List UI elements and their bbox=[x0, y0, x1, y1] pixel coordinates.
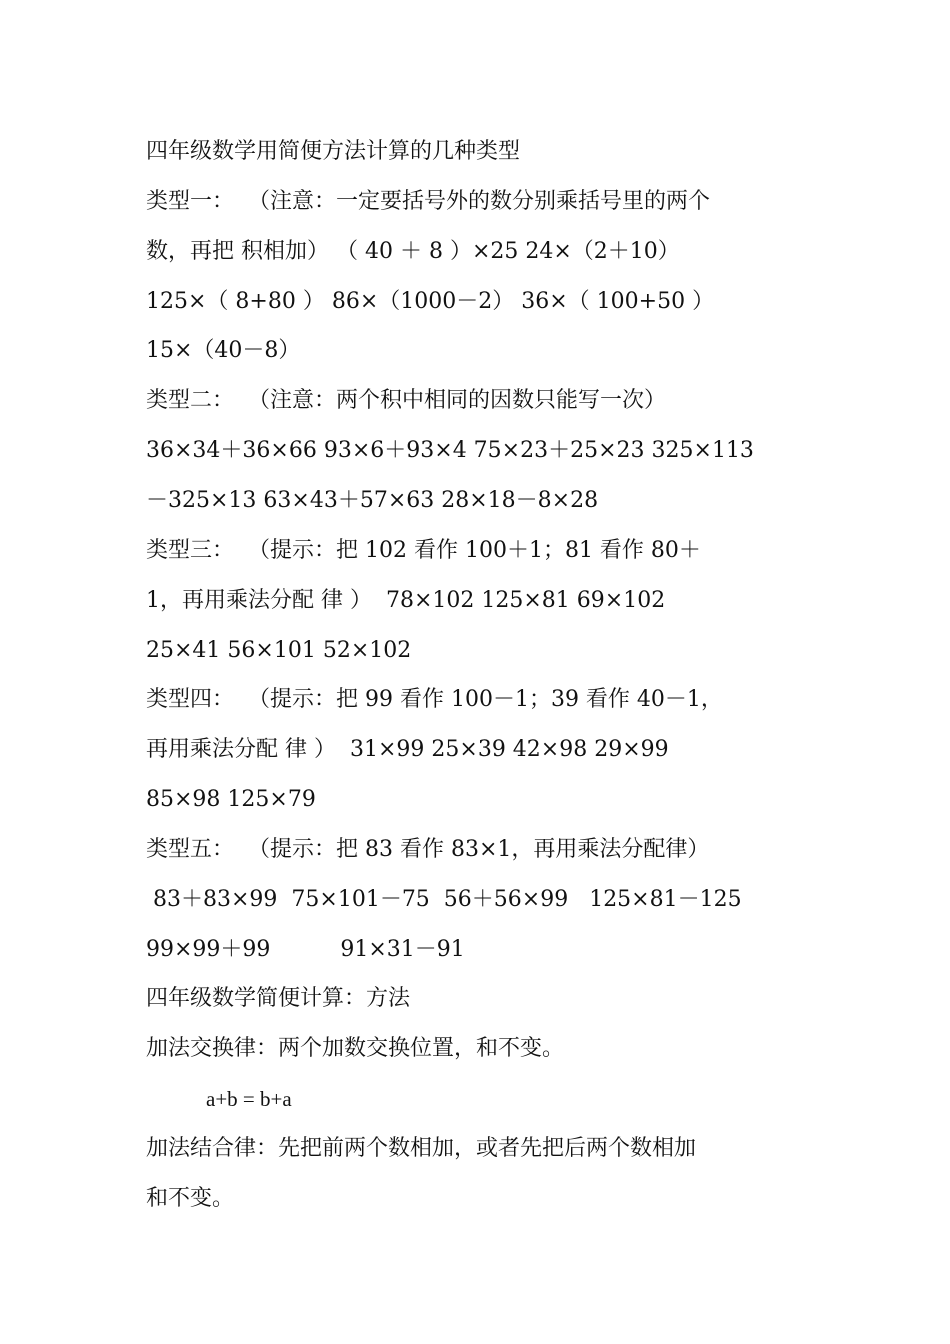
addition-associative-law-cont: 和不变。 bbox=[146, 1186, 235, 1211]
type-5-heading: 类型五： （提示：把 83 看作 83×1，再用乘法分配律） bbox=[146, 837, 710, 862]
type-4-exercises: 85×98 125×79 bbox=[146, 787, 316, 812]
type-2-exercises: 36×34＋36×66 93×6＋93×4 75×23＋25×23 325×113 bbox=[146, 438, 754, 463]
type-3-exercises: 25×41 56×101 52×102 bbox=[146, 638, 412, 663]
type-3-heading: 类型三： （提示：把 102 看作 100＋1；81 看作 80＋ bbox=[146, 538, 701, 563]
document-title: 四年级数学用简便方法计算的几种类型 bbox=[146, 139, 521, 164]
type-3-text: 1，再用乘法分配 律 ） 78×102 125×81 69×102 bbox=[146, 588, 666, 613]
type-1-exercises-cont: 15×（40－8） bbox=[146, 338, 301, 363]
type-2-heading: 类型二： （注意：两个积中相同的因数只能写一次） bbox=[146, 388, 666, 413]
type-4-heading: 类型四： （提示：把 99 看作 100－1；39 看作 40－1， bbox=[146, 687, 723, 712]
methods-heading: 四年级数学简便计算：方法 bbox=[146, 986, 411, 1011]
type-2-exercises-cont: －325×13 63×43＋57×63 28×18－8×28 bbox=[146, 488, 599, 513]
addition-commutative-formula: a+b = b+a bbox=[206, 1087, 292, 1111]
type-5-exercises: 83＋83×99 75×101－75 56＋56×99 125×81－125 bbox=[146, 887, 742, 912]
type-1-text: 数，再把 积相加） （ 40 ＋ 8 ）×25 24×（2＋10） bbox=[146, 239, 680, 264]
type-1-heading: 类型一： （注意：一定要括号外的数分别乘括号里的两个 bbox=[146, 189, 710, 214]
addition-associative-law: 加法结合律：先把前两个数相加，或者先把后两个数相加 bbox=[146, 1136, 697, 1161]
addition-commutative-law: 加法交换律：两个加数交换位置，和不变。 bbox=[146, 1036, 565, 1061]
type-5-exercises-cont: 99×99＋99 91×31－91 bbox=[146, 937, 465, 962]
type-4-text: 再用乘法分配 律 ） 31×99 25×39 42×98 29×99 bbox=[146, 737, 669, 762]
type-1-exercises: 125×（ 8+80 ） 86×（1000－2） 36×（ 100+50 ） bbox=[146, 289, 715, 314]
